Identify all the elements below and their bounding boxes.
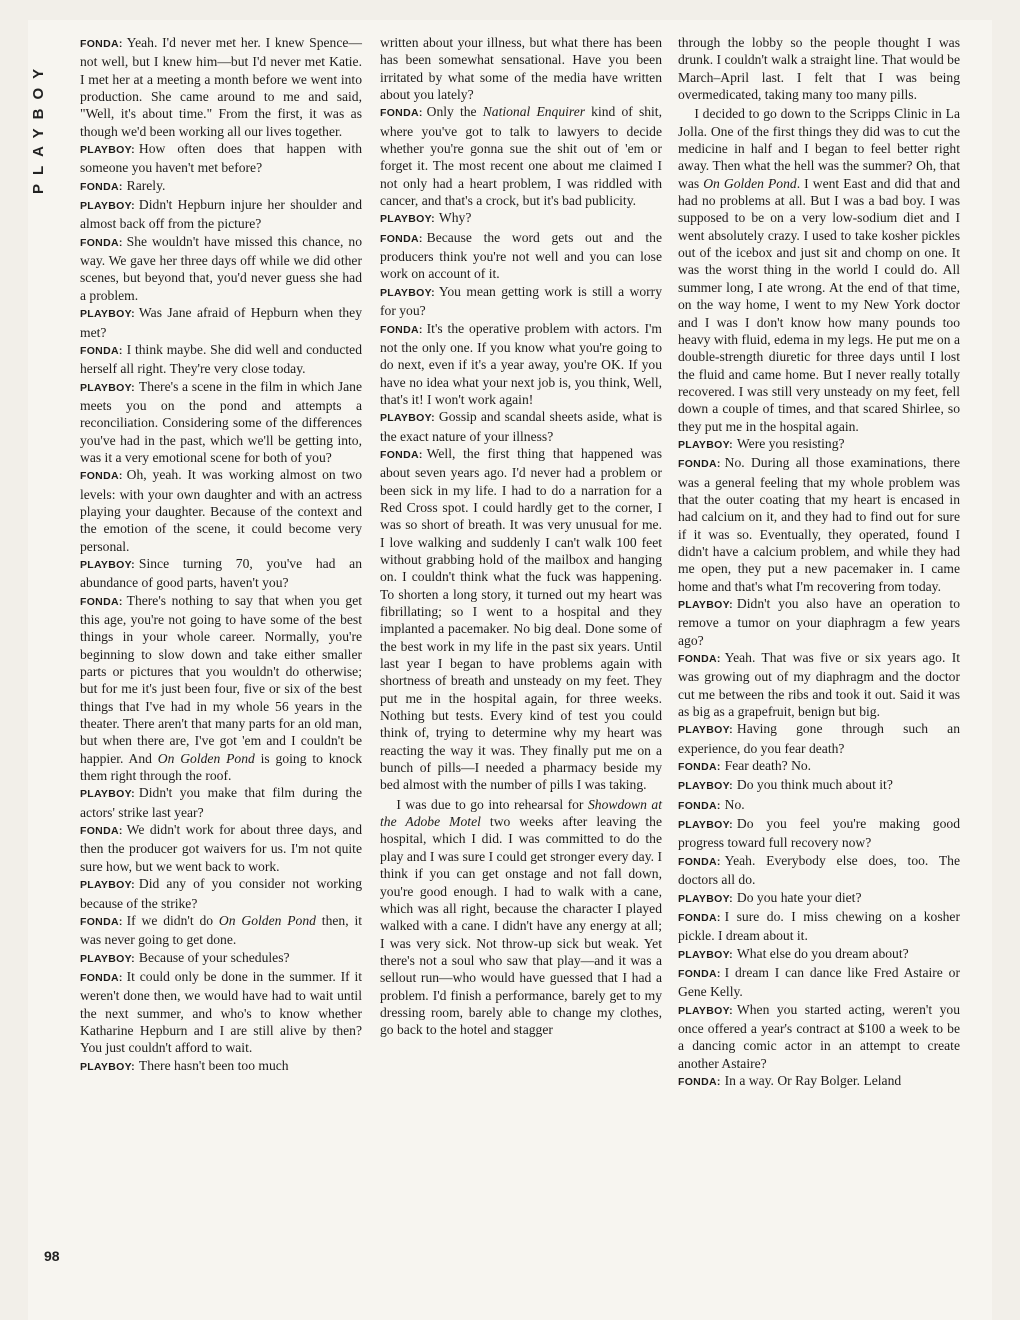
paragraph-text: Why? (438, 210, 472, 226)
italic-title: On Golden Pond (703, 175, 797, 191)
paragraph-text: It's the operative problem with actors. I'm not the only one. If you know what you're going to do next, even if it's a year away, you're OK. If you have no idea what your next job is, you think, Well, that's it! I won't work again! (380, 320, 662, 407)
paragraph-text: Because the word gets out and the producers think you're not well and you can lose work on account of it. (380, 229, 662, 282)
speaker-label: PLAYBOY: (678, 599, 733, 611)
speaker-label: FONDA: (380, 107, 423, 120)
paragraph-text: No. (724, 796, 745, 812)
italic-title: National Enquirer (482, 104, 586, 120)
interview-paragraph (678, 595, 960, 649)
italic-title: On Golden Pond (218, 912, 316, 928)
interview-paragraph (80, 821, 362, 875)
speaker-label: FONDA: (678, 1075, 721, 1088)
interview-paragraph (678, 776, 960, 795)
italic-title: Showdown at the Adobe Motel (380, 796, 662, 830)
speaker-label: PLAYBOY: (678, 780, 733, 793)
paragraph-text: Didn't Hepburn injure her shoulder and almost back off from the picture? (80, 197, 362, 232)
paragraph-text: There's nothing to say that when you get this age, you're not going to have some of the best things in your whole career. Normally, you're beginning to slow down and take either smaller parts or pictures that you wouldn't do otherwise; but for me it's just been four, five or six of the best things that I've had in my whole 56 years in the theater. There aren't that many parts for an old man, but when there are, I've got 'em and I couldn't be happier. And (80, 592, 362, 766)
masthead-text: PLAYBOY (30, 59, 47, 194)
interview-paragraph (80, 555, 362, 592)
interview-paragraph (80, 233, 362, 304)
paragraph-text: In a way. Or Ray Bolger. Leland (724, 1072, 902, 1088)
speaker-label: PLAYBOY: (80, 200, 135, 213)
paragraph-text: I decided to go down to the Scripps Clinic in La Jolla. One of the first things they did was to cut the medicine in half and I began to feel better right away. Then what the hell was the summer? Oh, that was (678, 106, 960, 191)
paragraph-text: Only the (426, 104, 483, 120)
speaker-label: PLAYBOY: (678, 1004, 733, 1017)
speaker-label: FONDA: (380, 232, 423, 245)
paragraph-text: How often does that happen with someone you haven't met before? (80, 141, 362, 176)
paragraph-text: Didn't you make that film during the actors' strike last year? (80, 785, 362, 820)
text-column-1 (80, 34, 362, 1076)
interview-paragraph (380, 408, 662, 445)
interview-paragraph (80, 912, 362, 949)
paragraph-text: I was due to go into rehearsal for (396, 796, 588, 812)
speaker-label: FONDA: (678, 761, 721, 774)
interview-paragraph (678, 1072, 960, 1091)
paragraph-text: Rarely. (126, 177, 166, 193)
interview-paragraph (380, 209, 662, 228)
speaker-label: FONDA: (678, 653, 721, 666)
speaker-label: FONDA: (678, 799, 721, 812)
paragraph-text: Yeah. That was five or six years ago. It was growing out of my diaphragm and the doctor cut me between the ribs and took it out. Said it was as big as a grapefruit, benign but big. (678, 650, 960, 720)
speaker-label: PLAYBOY: (80, 788, 135, 801)
interview-paragraph (80, 341, 362, 378)
speaker-label: FONDA: (678, 458, 721, 471)
speaker-label: FONDA: (380, 448, 423, 461)
interview-paragraph (380, 445, 662, 794)
speaker-label: FONDA: (80, 470, 123, 483)
speaker-label: PLAYBOY: (80, 144, 135, 157)
speaker-label: FONDA: (80, 825, 123, 838)
interview-paragraph (678, 34, 960, 103)
interview-paragraph (678, 796, 960, 815)
speaker-label: FONDA: (380, 323, 423, 336)
speaker-label: PLAYBOY: (380, 213, 435, 226)
interview-paragraph (80, 34, 362, 140)
paragraph-text: Didn't you also have an operation to remove a tumor on your diaphragm a few years ago? (678, 596, 960, 648)
speaker-label: FONDA: (80, 38, 123, 50)
speaker-label: FONDA: (678, 911, 721, 924)
paragraph-text: She wouldn't have missed this chance, no way. We gave her three days off while we did other scenes, but beyond that, you'd never guess she had a problem. (80, 233, 362, 303)
speaker-label: PLAYBOY: (380, 412, 435, 425)
paragraph-text: Yeah. Everybody else does, too. The doctors all do. (678, 852, 960, 888)
speaker-label: PLAYBOY: (678, 948, 733, 961)
interview-paragraph (678, 435, 960, 454)
interview-paragraph (678, 649, 960, 720)
interview-paragraph (80, 784, 362, 821)
speaker-label: PLAYBOY: (678, 819, 733, 832)
paragraph-text: Fear death? No. (724, 758, 812, 774)
paragraph-text: No. During all those examinations, there was a general feeling that my whole problem was that the outer coating that my heart is encased in had calcium on it, and they had to find out for sure if it was so. Eventually, they operated, found I didn't have a calcium problem, and while they had me open, they put a new pacemaker in. I came home and that's what I'm recovering from today. (678, 455, 960, 594)
paragraph-text: If we didn't do (126, 912, 219, 928)
paragraph-text: Because of your schedules? (138, 949, 290, 965)
interview-paragraph (380, 229, 662, 283)
paragraph-text: I sure do. I miss chewing on a kosher pickle. I dream about it. (678, 908, 960, 944)
speaker-label: PLAYBOY: (678, 892, 733, 905)
speaker-label: PLAYBOY: (678, 438, 733, 451)
interview-paragraph (380, 796, 662, 1039)
paragraph-text: Was Jane afraid of Hepburn when they met? (80, 305, 362, 340)
paragraph-text: Yeah. I'd never met her. I knew Spence—not well, but I knew him—but I'd never met Katie. I met her at a meeting a month before we went into production. She came around to me and said, "Well, it's about time." From the first, it was as though we'd been working all our lives together. (80, 35, 362, 139)
paragraph-text: I think maybe. She did well and conducted herself all right. They're very close today. (80, 341, 362, 377)
interview-paragraph (678, 945, 960, 964)
interview-paragraph (80, 949, 362, 968)
interview-paragraph (678, 815, 960, 852)
interview-paragraph (380, 103, 662, 209)
interview-paragraph (80, 304, 362, 341)
speaker-label: PLAYBOY: (80, 308, 135, 321)
paragraph-text-tail: then, it was never going to get done. (80, 912, 363, 948)
paragraph-text: Since turning 70, you've had an abundance of good parts, haven't you? (80, 555, 362, 591)
speaker-label: FONDA: (80, 595, 123, 608)
interview-paragraph (80, 875, 362, 912)
speaker-label: PLAYBOY: (80, 1060, 135, 1073)
paragraph-text-tail: . I went East and did that and had no problems at all. But I was a bad boy. I was supposed to be on a very low-sodium diet and I went absolutely crazy. I used to take kosher pickles out of the icebox and just sit and chomp on one. It was the worst thing in the world I could do. All summer long, I ate wrong. At the end of that time, on the way home, I went to my New York doctor and I was I don't know how many pounds too heavy with fluid, edema in my legs. He put me on a double-strength diuretic for three days until I lost the fluid and came home. But I never really totally recovered. I was still very unsteady on my feet, fell down a couple of times, and that scared Shirlee, so they put me in the hospital again. (678, 175, 960, 434)
interview-paragraph (678, 852, 960, 889)
interview-paragraph (80, 378, 362, 467)
paragraph-text: There's a scene in the film in which Jane meets you on the pond and attempts a reconciliation. Considering some of the differences you've had in the past, which we'll be getting into, was it a very emotional scene for both of you? (80, 378, 362, 465)
paragraph-text: Gossip and scandal sheets aside, what is the exact nature of your illness? (380, 409, 662, 444)
speaker-label: FONDA: (80, 344, 123, 357)
interview-paragraph (380, 283, 662, 320)
paragraph-text: written about your illness, but what there has been has been somewhat sensational. Have you been irritated by what some of the media have written about you lately? (380, 35, 662, 103)
paragraph-text: Oh, yeah. It was working almost on two levels: with your own daughter and with an actress playing your daughter. Because of the context and the emotion of the scene, it could become very personal. (80, 467, 362, 554)
paragraph-text: Do you think much about it? (736, 777, 893, 793)
interview-paragraph (380, 34, 662, 103)
speaker-label: FONDA: (80, 971, 123, 984)
interview-paragraph (80, 1057, 362, 1076)
speaker-label: PLAYBOY: (80, 879, 135, 892)
paragraph-text: What else do you dream about? (736, 945, 909, 961)
paragraph-text-tail: kind of shit, where you've got to talk to lawyers to decide whether you're gonna sue the shit out of 'em or forget it. The most recent one about me claimed I not only had a heart problem, I was riddled with cancer, and that's a crock, but it's bad publicity. (380, 104, 662, 209)
text-column-3 (678, 34, 960, 1091)
page-number: 98 (44, 1248, 60, 1264)
speaker-label: PLAYBOY: (80, 952, 135, 965)
paragraph-text: Having gone through such an experience, do you fear death? (678, 721, 960, 756)
interview-paragraph (80, 196, 362, 233)
interview-paragraph (678, 889, 960, 908)
paragraph-text-tail: two weeks after leaving the hospital, which I did. I was committed to do the play and I was sure I could get stronger every day. I think if you can get onstage and not fall down, you're good enough. I had to walk with a cane, which was all right, because the character I played walked with a cane. I didn't have any energy at all; I was very sick. Not throw-up sick but weak. Yet there's not a soul who saw that play—and it was a sellout run—who would have guessed that I had a problem. I'd finish a performance, barely get to my dressing room, barely able to change my clothes, go back to the hotel and stagger (380, 814, 662, 1038)
speaker-label: PLAYBOY: (380, 286, 435, 299)
paragraph-text-tail: is going to knock them right through the roof. (80, 750, 363, 784)
speaker-label: FONDA: (80, 915, 123, 928)
speaker-label: PLAYBOY: (80, 558, 135, 571)
paragraph-text: Were you resisting? (736, 435, 845, 451)
speaker-label: FONDA: (80, 236, 123, 249)
interview-paragraph (678, 720, 960, 757)
paragraph-text: You mean getting work is still a worry for you? (380, 283, 662, 319)
speaker-label: FONDA: (80, 180, 123, 193)
interview-paragraph (80, 177, 362, 196)
interview-paragraph (678, 964, 960, 1001)
speaker-label: PLAYBOY: (678, 724, 733, 737)
paragraph-text: Do you feel you're making good progress toward full recovery now? (678, 816, 960, 851)
interview-paragraph (678, 454, 960, 595)
interview-paragraph (80, 140, 362, 177)
paragraph-text: Did any of you consider not working because of the strike? (80, 876, 362, 911)
interview-paragraph (80, 968, 362, 1057)
interview-paragraph (80, 466, 362, 555)
paragraph-text: Well, the first thing that happened was about seven years ago. I'd never had a problem or been sick in my life. I had to do a narration for a Red Cross spot. I could hardly get to the corner, I was so short of breath. It was very unusual for me. I love walking and suddenly I can't walk 100 feet without grabbing hold of the mailbox and hanging on. I couldn't think what the fuck was happening. To shorten a long story, it turned out my heart was fibrillating; so I went to a hospital and they implanted a pacemaker. No big deal. Done some of the best work in my life in the past six years. Until last year I began to have problems again with shortness of breath and unsteady on my feet. They put me in the hospital again, for three weeks. Nothing but tests. Every kind of test you could think of, trying to determine why my heart was reacting the way it was. They finally put me on a bunch of pills—I needed a pharmacy beside my bed almost with the number of pills I was taking. (380, 445, 662, 793)
paragraph-text: Do you hate your diet? (736, 889, 862, 905)
interview-paragraph (678, 908, 960, 945)
speaker-label: FONDA: (678, 855, 721, 868)
interview-paragraph (80, 592, 362, 785)
speaker-label: FONDA: (678, 967, 721, 980)
speaker-label: PLAYBOY: (80, 381, 135, 394)
paragraph-text: We didn't work for about three days, and then the producer got waivers for us. I'm not quite sure how, but we went back to work. (80, 822, 362, 874)
paragraph-text: through the lobby so the people thought I was drunk. I couldn't walk a straight line. That would be March–April last. I felt that I was being overmedicated, taking many too many pills. (678, 35, 960, 103)
paragraph-text: I dream I can dance like Fred Astaire or Gene Kelly. (678, 964, 960, 1000)
paragraph-text: When you started acting, weren't you once offered a year's contract at $100 a week to be a dancing comic actor in an attempt to create another Astaire? (678, 1001, 960, 1071)
italic-title: On Golden Pond (157, 750, 255, 766)
interview-paragraph (678, 1001, 960, 1072)
paragraph-text: There hasn't been too much (138, 1057, 289, 1073)
interview-paragraph (678, 105, 960, 435)
text-column-2 (380, 34, 662, 1039)
masthead (30, 34, 56, 194)
paragraph-text: It could only be done in the summer. If it weren't done then, we would have had to wait until the next summer, and who's to know whether Katharine Hepburn and I are still alive by then? You just couldn't afford to wait. (80, 968, 362, 1056)
interview-paragraph (380, 320, 662, 409)
interview-paragraph (678, 757, 960, 776)
